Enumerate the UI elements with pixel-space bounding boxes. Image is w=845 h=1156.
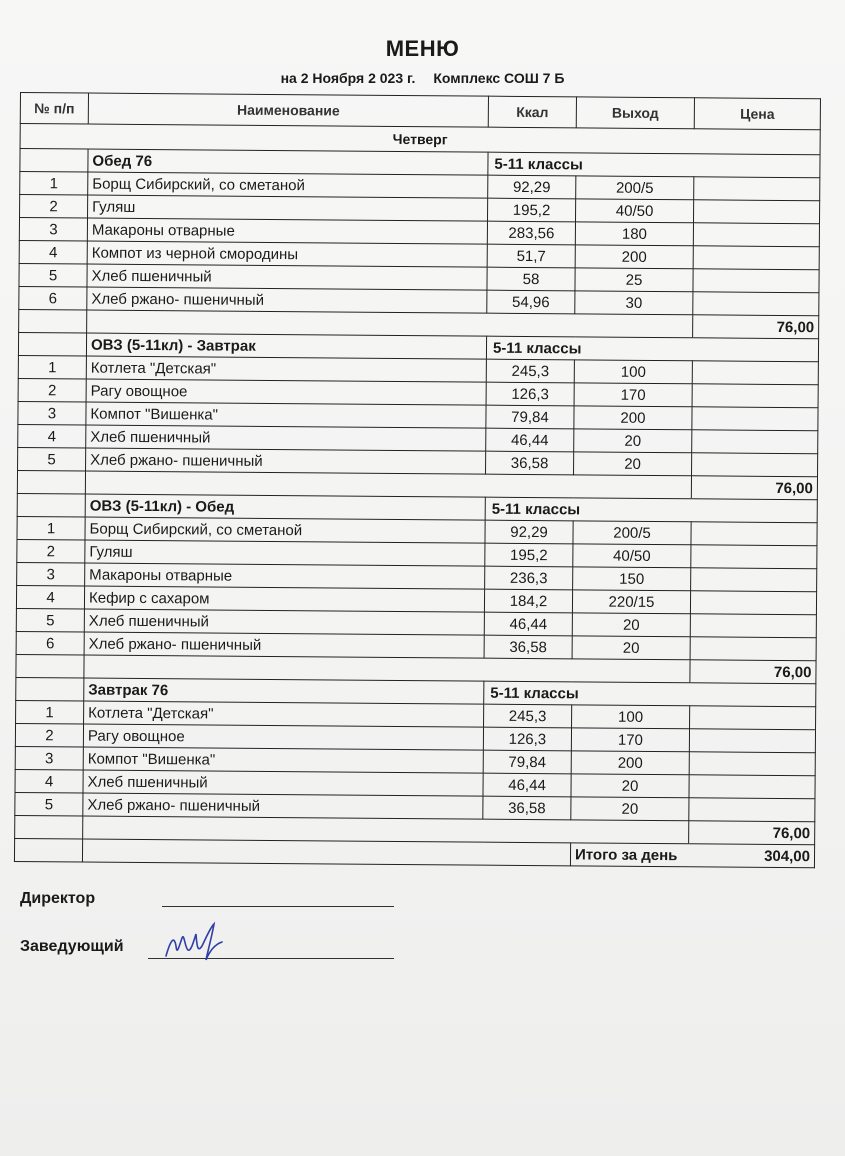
item-kcal: 245,3 bbox=[486, 359, 574, 383]
item-num: 1 bbox=[18, 355, 86, 379]
menu-complex: Комплекс СОШ 7 Б bbox=[433, 70, 565, 86]
item-price bbox=[689, 775, 815, 799]
item-kcal: 46,44 bbox=[483, 773, 571, 797]
item-yield: 170 bbox=[571, 728, 689, 752]
section-title: Обед 76 bbox=[88, 149, 488, 175]
item-name: Хлеб пшеничный bbox=[83, 770, 483, 796]
menu-table bbox=[14, 92, 821, 868]
day-total-empty bbox=[14, 838, 82, 862]
item-price bbox=[692, 384, 818, 408]
item-num: 3 bbox=[17, 562, 85, 586]
item-name: Хлеб пшеничный bbox=[84, 609, 484, 635]
item-num: 4 bbox=[15, 769, 83, 793]
item-yield: 20 bbox=[572, 613, 690, 637]
item-price bbox=[693, 223, 819, 247]
item-yield: 20 bbox=[574, 429, 692, 453]
item-name: Хлеб пшеничный bbox=[87, 264, 487, 290]
item-kcal: 195,2 bbox=[487, 198, 575, 222]
item-yield: 170 bbox=[574, 383, 692, 407]
item-name: Хлеб ржано- пшеничный bbox=[86, 448, 486, 474]
item-price bbox=[693, 246, 819, 270]
item-name: Кефир с сахаром bbox=[84, 586, 484, 612]
item-name: Хлеб пшеничный bbox=[86, 425, 486, 451]
item-yield: 100 bbox=[574, 360, 692, 384]
item-num: 3 bbox=[18, 401, 86, 425]
item-kcal: 36,58 bbox=[486, 451, 574, 475]
item-price bbox=[693, 200, 819, 224]
section-title: ОВЗ (5-11кл) - Завтрак bbox=[86, 333, 486, 359]
handwritten-signature bbox=[162, 920, 232, 966]
item-name: Хлеб ржано- пшеничный bbox=[83, 793, 483, 819]
item-num: 3 bbox=[15, 746, 83, 770]
item-yield: 20 bbox=[571, 774, 689, 798]
item-price bbox=[691, 545, 817, 569]
menu-date: на 2 Ноября 2 023 г. bbox=[280, 70, 416, 86]
total-empty-cell bbox=[15, 815, 83, 839]
item-price bbox=[690, 706, 816, 730]
day-label: Четверг bbox=[20, 124, 820, 155]
item-kcal: 92,29 bbox=[485, 520, 573, 544]
item-num: 1 bbox=[20, 172, 88, 196]
page-subtitle bbox=[0, 70, 845, 86]
day-total-empty-span bbox=[82, 839, 570, 866]
item-name: Компот "Вишенка" bbox=[86, 402, 486, 428]
section-total: 76,00 bbox=[691, 476, 817, 500]
item-num: 1 bbox=[16, 700, 84, 724]
item-name: Макароны отварные bbox=[85, 563, 485, 589]
section-title: Завтрак 76 bbox=[84, 678, 484, 704]
item-kcal: 79,84 bbox=[486, 405, 574, 429]
item-price bbox=[691, 568, 817, 592]
director-signature-line bbox=[162, 906, 394, 907]
item-yield: 20 bbox=[572, 636, 690, 660]
col-price-header: Цена bbox=[694, 98, 820, 130]
item-yield: 20 bbox=[571, 797, 689, 821]
section-total: 76,00 bbox=[693, 315, 819, 339]
section-total: 76,00 bbox=[690, 660, 816, 684]
item-yield: 20 bbox=[574, 452, 692, 476]
item-name: Рагу овощное bbox=[86, 379, 486, 405]
section-title: ОВЗ (5-11кл) - Обед bbox=[85, 494, 485, 520]
item-name: Котлета "Детская" bbox=[84, 701, 484, 727]
menu-body bbox=[14, 124, 820, 868]
item-kcal: 54,96 bbox=[487, 290, 575, 314]
item-yield: 220/15 bbox=[572, 590, 690, 614]
item-price bbox=[689, 798, 815, 822]
item-num: 2 bbox=[20, 195, 88, 219]
item-yield: 200/5 bbox=[576, 176, 694, 200]
item-kcal: 184,2 bbox=[484, 589, 572, 613]
section-num-cell bbox=[20, 149, 88, 173]
item-price bbox=[693, 292, 819, 316]
item-name: Хлеб ржано- пшеничный bbox=[87, 287, 487, 313]
page-title: МЕНЮ bbox=[385, 36, 460, 61]
item-kcal: 58 bbox=[487, 267, 575, 291]
item-yield: 40/50 bbox=[573, 544, 691, 568]
item-kcal: 195,2 bbox=[485, 543, 573, 567]
col-name-header: Наименование bbox=[88, 93, 488, 127]
item-num: 1 bbox=[17, 516, 85, 540]
item-name: Борщ Сибирский, со сметаной bbox=[88, 172, 488, 198]
section-num-cell bbox=[17, 493, 85, 517]
manager-label: Заведующий bbox=[20, 938, 124, 955]
item-num: 6 bbox=[19, 286, 87, 310]
item-name: Котлета "Детская" bbox=[86, 356, 486, 382]
item-kcal: 245,3 bbox=[484, 704, 572, 728]
item-yield: 180 bbox=[575, 222, 693, 246]
item-kcal: 126,3 bbox=[483, 727, 571, 751]
section-grade: 5-11 классы bbox=[485, 497, 817, 523]
item-kcal: 92,29 bbox=[488, 175, 576, 199]
item-num: 4 bbox=[16, 585, 84, 609]
item-num: 5 bbox=[16, 608, 84, 632]
item-num: 5 bbox=[15, 792, 83, 816]
day-total-label: Итого за день bbox=[570, 843, 688, 867]
item-num: 4 bbox=[18, 424, 86, 448]
section-num-cell bbox=[18, 332, 86, 356]
item-name: Макароны отварные bbox=[87, 218, 487, 244]
item-num: 2 bbox=[17, 539, 85, 563]
col-yield-header: Выход bbox=[576, 97, 694, 129]
total-empty-cell bbox=[19, 309, 87, 333]
item-name: Гуляш bbox=[85, 540, 485, 566]
item-price bbox=[690, 591, 816, 615]
section-grade: 5-11 классы bbox=[488, 152, 820, 178]
item-name: Рагу овощное bbox=[83, 724, 483, 750]
item-num: 2 bbox=[18, 378, 86, 402]
item-kcal: 46,44 bbox=[486, 428, 574, 452]
section-num-cell bbox=[16, 677, 84, 701]
item-kcal: 283,56 bbox=[487, 221, 575, 245]
section-grade: 5-11 классы bbox=[484, 681, 816, 707]
item-yield: 200 bbox=[571, 751, 689, 775]
item-name: Гуляш bbox=[88, 195, 488, 221]
item-yield: 40/50 bbox=[575, 199, 693, 223]
col-kcal-header: Ккал bbox=[488, 96, 576, 128]
item-kcal: 46,44 bbox=[484, 612, 572, 636]
item-yield: 150 bbox=[573, 567, 691, 591]
day-total-value: 304,00 bbox=[688, 844, 814, 868]
item-price bbox=[693, 269, 819, 293]
item-num: 6 bbox=[16, 631, 84, 655]
day-total-row bbox=[14, 838, 814, 867]
total-empty-cell bbox=[16, 654, 84, 678]
item-yield: 100 bbox=[572, 705, 690, 729]
item-yield: 200/5 bbox=[573, 521, 691, 545]
item-price bbox=[692, 407, 818, 431]
item-name: Борщ Сибирский, со сметаной bbox=[85, 517, 485, 543]
item-num: 5 bbox=[19, 263, 87, 287]
item-yield: 200 bbox=[575, 245, 693, 269]
item-price bbox=[690, 614, 816, 638]
item-num: 2 bbox=[15, 723, 83, 747]
item-kcal: 126,3 bbox=[486, 382, 574, 406]
item-price bbox=[692, 361, 818, 385]
item-price bbox=[689, 752, 815, 776]
item-price bbox=[692, 453, 818, 477]
section-grade: 5-11 классы bbox=[486, 336, 818, 362]
item-name: Компот из черной смородины bbox=[87, 241, 487, 267]
item-kcal: 51,7 bbox=[487, 244, 575, 268]
item-yield: 30 bbox=[575, 291, 693, 315]
director-label: Директор bbox=[20, 890, 96, 907]
item-yield: 200 bbox=[574, 406, 692, 430]
total-empty-cell bbox=[17, 470, 85, 494]
section-total: 76,00 bbox=[689, 821, 815, 845]
item-kcal: 79,84 bbox=[483, 750, 571, 774]
item-price bbox=[690, 637, 816, 661]
col-num-header: № п/п bbox=[20, 93, 88, 125]
item-price bbox=[694, 177, 820, 201]
item-price bbox=[691, 522, 817, 546]
item-yield: 25 bbox=[575, 268, 693, 292]
item-num: 3 bbox=[19, 218, 87, 242]
item-price bbox=[692, 430, 818, 454]
item-name: Хлеб ржано- пшеничный bbox=[84, 632, 484, 658]
item-kcal: 36,58 bbox=[484, 635, 572, 659]
item-kcal: 36,58 bbox=[483, 796, 571, 820]
item-kcal: 236,3 bbox=[485, 566, 573, 590]
item-price bbox=[689, 729, 815, 753]
item-num: 5 bbox=[18, 447, 86, 471]
item-name: Компот "Вишенка" bbox=[83, 747, 483, 773]
item-num: 4 bbox=[19, 240, 87, 264]
